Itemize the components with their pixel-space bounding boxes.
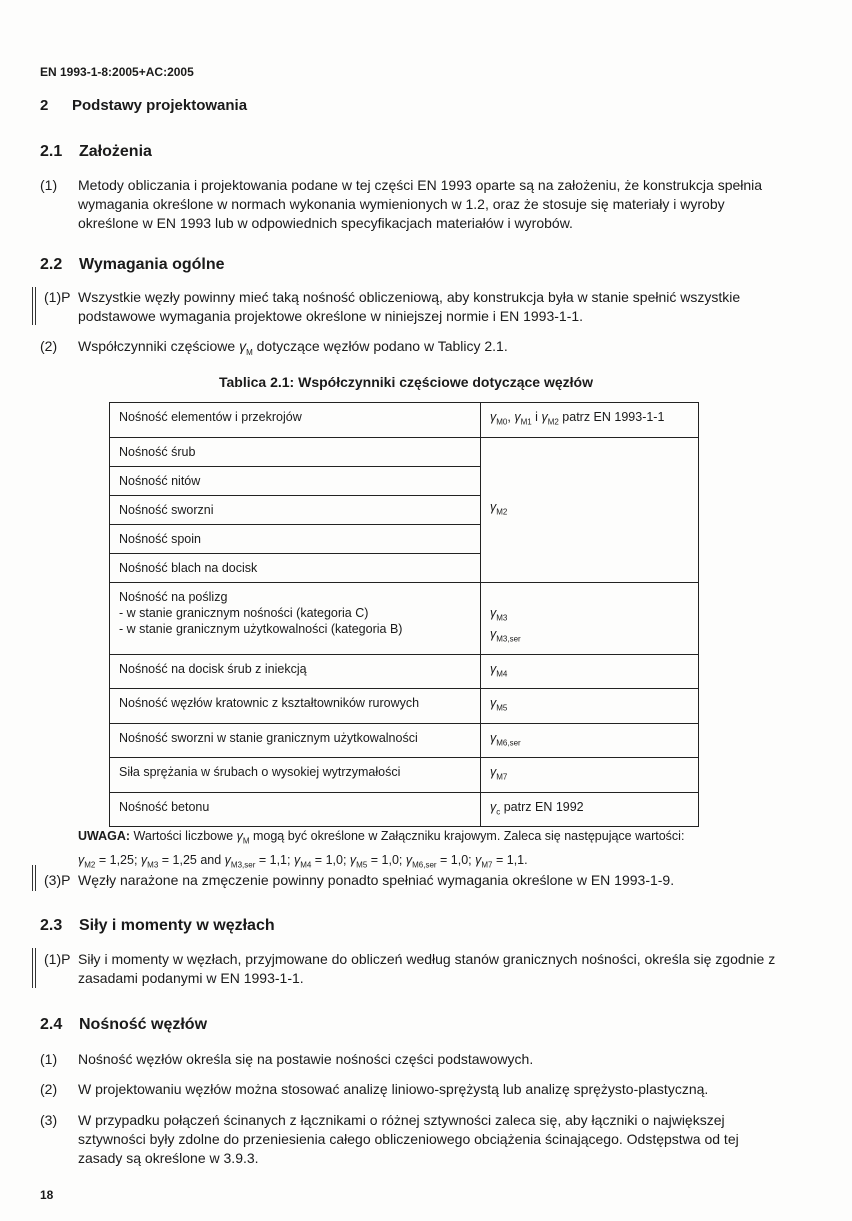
gamma-symbol: γ xyxy=(405,852,413,867)
table-cell: Nośność sworzni xyxy=(110,495,481,524)
table-cell: Nośność nitów xyxy=(110,466,481,495)
section-number: 2.2 xyxy=(40,256,63,273)
subscript: M3,ser xyxy=(230,860,256,869)
paragraph-label: (1) xyxy=(40,1051,58,1067)
subscript: M6,ser xyxy=(412,860,437,869)
gamma-symbol: γ xyxy=(293,852,301,867)
subscript: M3 xyxy=(147,860,159,869)
gamma-symbol: γ xyxy=(490,605,497,620)
text-run: i xyxy=(531,410,542,424)
table-row xyxy=(110,723,699,758)
table-caption: Tablica 2.1: Współczynniki częściowe dotyczące węzłów xyxy=(219,374,593,390)
gamma-symbol: γ xyxy=(490,730,497,745)
chapter-number: 2 xyxy=(40,97,49,114)
chapter-heading xyxy=(40,97,247,114)
paragraph-2-4-2 xyxy=(40,1080,780,1099)
paragraph-text xyxy=(78,337,780,362)
table-cell xyxy=(481,654,699,689)
text-run: = 1,0; xyxy=(367,852,406,867)
gamma-symbol: γ xyxy=(490,410,497,424)
table-cell: Nośność sworzni w stanie granicznym użytkowalności xyxy=(110,723,481,758)
subscript: M7 xyxy=(496,772,508,782)
section-2-4-heading xyxy=(40,1016,207,1034)
table-row xyxy=(110,437,699,466)
gamma-symbol: γ xyxy=(490,765,497,779)
paragraph-text: Węzły narażone na zmęczenie powinny ponadto spełniać wymagania określone w EN 1993-1-9. xyxy=(78,872,675,888)
change-bar xyxy=(32,865,36,891)
table-cell: Nośność węzłów kratownic z kształtowników rurowych xyxy=(110,689,481,724)
table-cell xyxy=(481,403,699,438)
section-title: Siły i momenty w węzłach xyxy=(79,917,275,934)
subscript: M2 xyxy=(547,417,559,427)
section-2-2-heading xyxy=(40,256,225,274)
paragraph-label: (2) xyxy=(40,1081,58,1097)
table-row xyxy=(110,582,699,654)
text-run: , xyxy=(507,410,515,424)
text-run: = 1,25; xyxy=(95,852,141,867)
note xyxy=(78,827,778,874)
gamma-symbol: γ xyxy=(490,696,497,710)
paragraph-2-1-1 xyxy=(40,176,780,233)
cell-line: - w stanie granicznym nośności (kategoria C) xyxy=(119,605,369,620)
text-run: mogą być określone w Załączniku krajowym. Zaleca się następujące wartości: xyxy=(249,829,685,843)
table-cell: Nośność na docisk śrub z iniekcją xyxy=(110,654,481,689)
gamma-symbol: γ xyxy=(224,852,231,867)
paragraph-label: (3)P xyxy=(44,872,71,888)
table-row xyxy=(110,758,699,793)
table-cell: Nośność śrub xyxy=(110,437,481,466)
text-run: = 1,0; xyxy=(436,852,476,867)
change-bar xyxy=(32,287,36,325)
paragraph-2-2-3p xyxy=(44,871,780,890)
gamma-symbol: γ xyxy=(78,852,85,867)
subscript: M xyxy=(246,347,253,357)
text-run: = 1,1. xyxy=(492,852,528,867)
table-row xyxy=(110,403,699,438)
text-run: dotyczące węzłów podano w Tablicy 2.1. xyxy=(252,338,508,354)
gamma-symbol: γ xyxy=(140,852,148,867)
paragraph-label: (1)P xyxy=(44,951,71,967)
gamma-symbol: γ xyxy=(236,829,243,843)
text-run: patrz EN 1993-1-1 xyxy=(558,410,665,424)
table-cell xyxy=(110,582,481,654)
text-run: Współczynniki częściowe xyxy=(78,338,240,354)
subscript: M6,ser xyxy=(496,738,521,747)
table-row xyxy=(110,792,699,827)
paragraph-2-4-3 xyxy=(40,1111,780,1168)
subscript: M3 xyxy=(496,613,508,622)
paragraph-label: (2) xyxy=(40,338,58,354)
text-run: = 1,0; xyxy=(311,852,350,867)
section-2-3-heading xyxy=(40,917,275,935)
table-row xyxy=(110,689,699,724)
section-2-1-heading xyxy=(40,143,152,161)
section-number: 2.1 xyxy=(40,143,63,160)
gamma-symbol: γ xyxy=(541,410,548,424)
gamma-symbol: γ xyxy=(490,799,497,814)
table-cell xyxy=(481,792,699,827)
paragraph-text: Nośność węzłów określa się na postawie nośności części podstawowych. xyxy=(78,1051,534,1067)
change-bar xyxy=(32,948,36,988)
gamma-symbol: γ xyxy=(475,852,482,867)
section-title: Nośność węzłów xyxy=(79,1016,208,1033)
table-cell xyxy=(481,689,699,724)
paragraph-label: (3) xyxy=(40,1112,58,1128)
table-cell: Nośność elementów i przekrojów xyxy=(110,403,481,438)
paragraph-text: W przypadku połączeń ścinanych z łącznikami o różnej sztywności zaleca się, aby łączniki o największej sztywności były zdolne do przeniesienia całego obliczeniowego obciążenia ścinającego. Odstępstwa od tej zasady są określone w 3.9.3. xyxy=(78,1112,739,1166)
subscript: M4 xyxy=(300,860,312,869)
text-run: Wartości liczbowe xyxy=(130,829,237,843)
paragraph-2-2-1p xyxy=(44,288,780,326)
table-cell: Nośność spoin xyxy=(110,524,481,553)
cell-line: Nośność na poślizg xyxy=(119,589,228,604)
paragraph-2-4-1 xyxy=(40,1050,780,1069)
subscript: M2 xyxy=(496,507,508,517)
subscript: M5 xyxy=(496,703,508,713)
paragraph-label: (1) xyxy=(40,177,58,193)
cell-line xyxy=(490,626,689,648)
section-number: 2.3 xyxy=(40,917,63,934)
table-cell xyxy=(481,758,699,793)
cell-line xyxy=(490,605,689,627)
gamma-symbol: γ xyxy=(239,338,247,354)
section-title: Wymagania ogólne xyxy=(79,256,225,273)
gamma-symbol: γ xyxy=(490,627,497,641)
text-run: patrz EN 1992 xyxy=(500,799,584,814)
section-number: 2.4 xyxy=(40,1016,63,1033)
chapter-title: Podstawy projektowania xyxy=(72,97,248,114)
paragraph-label: (1)P xyxy=(44,289,71,305)
text-run: = 1,1; xyxy=(255,852,294,867)
table-cell: Siła sprężania w śrubach o wysokiej wytrzymałości xyxy=(110,758,481,793)
subscript: M3,ser xyxy=(496,634,521,644)
gamma-symbol: γ xyxy=(490,499,497,514)
paragraph-2-2-2 xyxy=(40,337,780,362)
table-cell xyxy=(481,437,699,582)
gamma-symbol: γ xyxy=(349,852,357,867)
table-cell xyxy=(481,582,699,654)
table-cell xyxy=(481,723,699,758)
text-run: = 1,25 and xyxy=(158,852,225,867)
document-header: EN 1993-1-8:2005+AC:2005 xyxy=(40,65,194,79)
subscript: M xyxy=(242,836,250,846)
partial-factors-table xyxy=(109,402,699,827)
subscript: M2 xyxy=(84,860,96,869)
paragraph-text: Siły i momenty w węzłach, przyjmowane do obliczeń według stanów granicznych nośności, określa się zgodnie z zasadami podanymi w EN 1993-1-1. xyxy=(78,951,776,986)
gamma-symbol: γ xyxy=(490,661,497,676)
gamma-symbol: γ xyxy=(514,410,521,424)
table-row xyxy=(110,654,699,689)
note-label: UWAGA: xyxy=(78,829,131,843)
subscript: M1 xyxy=(520,417,532,427)
subscript: M5 xyxy=(356,860,368,869)
table-cell: Nośność betonu xyxy=(110,792,481,827)
paragraph-2-3-1p xyxy=(44,950,780,988)
paragraph-text: Wszystkie węzły powinny mieć taką nośność obliczeniową, aby konstrukcja była w stanie spełnić wszystkie podstawowe wymagania projektowe określone w niniejszej normie i EN 1993-1-1. xyxy=(78,289,741,324)
page-number: 18 xyxy=(40,1188,54,1202)
table-cell: Nośność blach na docisk xyxy=(110,553,481,582)
paragraph-text: W projektowaniu węzłów można stosować analizę liniowo-sprężystą lub analizę sprężysto-plastyczną. xyxy=(78,1081,709,1097)
paragraph-text: Metody obliczania i projektowania podane w tej części EN 1993 oparte są na założeniu, że konstrukcja spełnia wymagania określone w normach wykonania wymienionych w 1.2, oraz że stosuje się materiały i wyroby określone w EN 1993 lub w odpowiednich specyfikacjach materiałów i wyrobów. xyxy=(78,177,763,231)
subscript: c xyxy=(496,807,501,816)
subscript: M0 xyxy=(496,417,508,427)
cell-line: - w stanie granicznym użytkowalności (kategoria B) xyxy=(119,621,403,636)
subscript: M4 xyxy=(496,669,508,678)
section-title: Założenia xyxy=(79,143,152,160)
subscript: M7 xyxy=(481,860,493,869)
